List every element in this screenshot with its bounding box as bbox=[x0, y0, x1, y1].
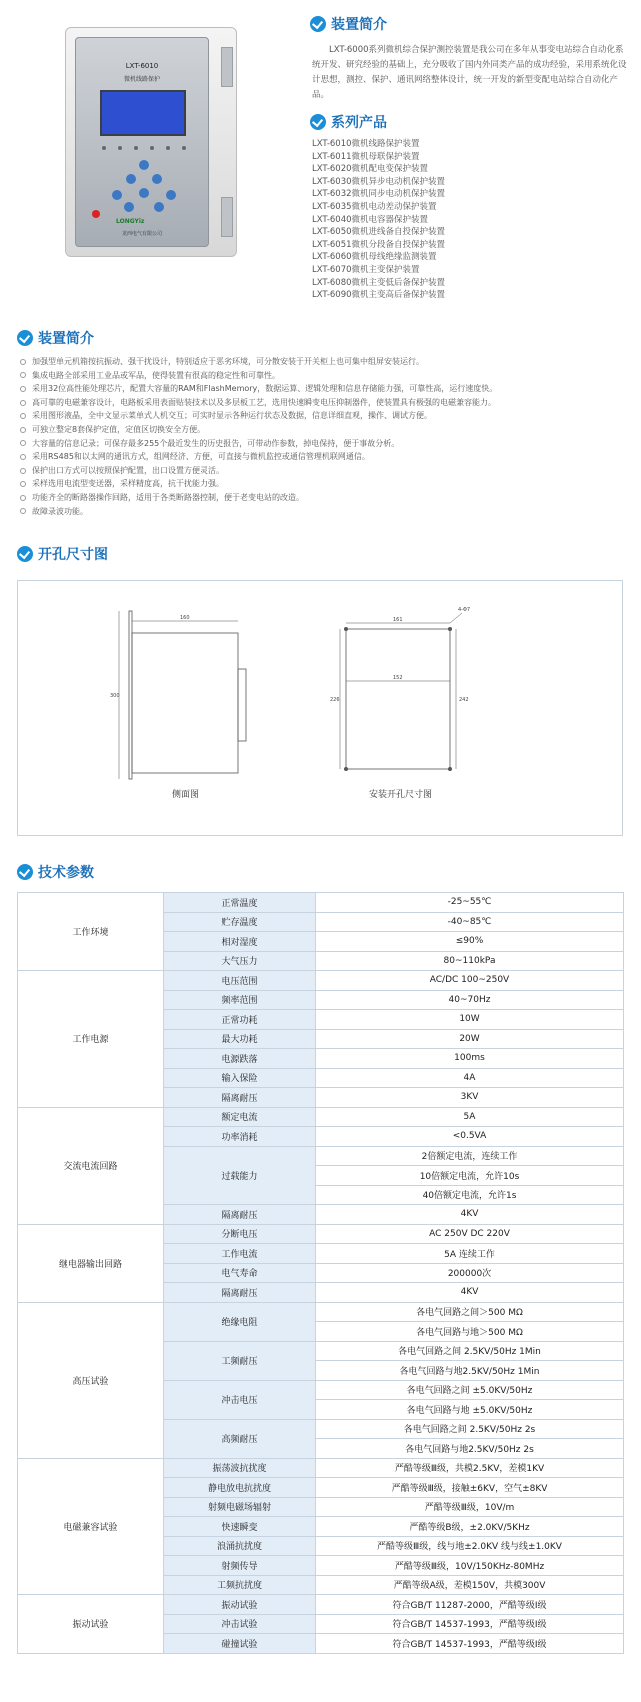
spec-item-label: 相对湿度 bbox=[164, 932, 316, 952]
reset-key-icon bbox=[92, 210, 100, 218]
specs-heading bbox=[17, 862, 94, 882]
spec-item-label: 绝缘电阻 bbox=[164, 1302, 316, 1341]
spec-table-body bbox=[18, 893, 624, 1654]
spec-value: 符合GB/T 14537-1993，严酷等级Ⅰ级 bbox=[316, 1614, 624, 1634]
key-icon bbox=[166, 190, 176, 200]
spec-value: 100ms bbox=[316, 1049, 624, 1069]
list-item: 保护出口方式可以按照保护配置，出口设置方便灵活。 bbox=[20, 464, 630, 478]
bullet-icon bbox=[20, 454, 26, 460]
bullet-icon bbox=[20, 413, 26, 419]
spec-item-label: 射频电磁场辐射 bbox=[164, 1497, 316, 1517]
side-panel-plate bbox=[129, 611, 132, 779]
spec-group-label: 高压试验 bbox=[18, 1302, 164, 1458]
spec-item-label: 冲击试验 bbox=[164, 1614, 316, 1634]
spec-item-label: 振动试验 bbox=[164, 1595, 316, 1615]
table-row bbox=[18, 893, 624, 913]
series-title: 系列产品 bbox=[331, 115, 387, 131]
table-row bbox=[18, 1595, 624, 1615]
bullet-icon bbox=[20, 372, 26, 378]
spec-value: 各电气回路与地 ±5.0KV/50Hz bbox=[316, 1400, 624, 1420]
spec-item-label: 功率消耗 bbox=[164, 1127, 316, 1147]
list-item: LXT-6090微机主变高后备保护装置 bbox=[312, 290, 446, 301]
spec-item-label: 射频传导 bbox=[164, 1556, 316, 1576]
spec-value: ≤90% bbox=[316, 932, 624, 952]
bullet-icon bbox=[20, 440, 26, 446]
spec-value: 严酷等级Ⅲ级，10V/150KHz-80MHz bbox=[316, 1556, 624, 1576]
series-list bbox=[312, 138, 632, 302]
list-item: 采样选用电流型变送器，采样精度高，抗干扰能力强。 bbox=[20, 477, 630, 491]
spec-item-label: 额定电流 bbox=[164, 1107, 316, 1127]
specs-title: 技术参数 bbox=[38, 865, 94, 881]
cutout-heading bbox=[17, 544, 108, 564]
spec-value: 3KV bbox=[316, 1088, 624, 1108]
spec-value: 4KV bbox=[316, 1283, 624, 1303]
spec-item-label: 正常功耗 bbox=[164, 1010, 316, 1030]
install-view-caption: 安装开孔尺寸图 bbox=[369, 790, 433, 800]
dim-side-depth: 160 bbox=[180, 615, 190, 621]
list-item: 高可靠的电磁兼容设计，电路板采用表面贴装技术以及多层板工艺，选用快速瞬变电压抑制器件，使装置具有极强的电磁兼容能力。 bbox=[20, 396, 630, 410]
spec-value: 10W bbox=[316, 1010, 624, 1030]
table-row bbox=[18, 1458, 624, 1478]
table-row bbox=[18, 1302, 624, 1322]
list-item: LXT-6020微机配电变保护装置 bbox=[312, 164, 429, 175]
spec-item-label: 工作电流 bbox=[164, 1244, 316, 1264]
list-item: 集成电路全部采用工业品或军品，使得装置有很高的稳定性和可靠性。 bbox=[20, 369, 630, 383]
spec-value: 各电气回路与地＞500 MΩ bbox=[316, 1322, 624, 1342]
side-body bbox=[132, 633, 238, 773]
intro-paragraph: LXT-6000系列微机综合保护测控装置是我公司在多年从事变电站综合自动化系统开发、研究经验的基础上，充分吸收了国内外同类产品的成功经验，采用系统化设计思想，测控、保护、通讯网络整体设计，统一开发的新型变配电站综合自动化产品。 bbox=[312, 45, 627, 100]
check-shield-icon bbox=[17, 864, 33, 880]
spec-value: 严酷等级Ⅲ级，接触±6KV，空气±8KV bbox=[316, 1478, 624, 1498]
key-icon bbox=[124, 202, 134, 212]
dim-hole: 4-Φ7 bbox=[458, 607, 471, 613]
intro-title: 装置简介 bbox=[331, 17, 387, 33]
spec-item-label: 高频耐压 bbox=[164, 1419, 316, 1458]
device-model: LXT-6010 bbox=[125, 62, 159, 70]
left-key-icon bbox=[126, 174, 136, 184]
features-title: 装置简介 bbox=[38, 331, 94, 347]
spec-value: 严酷等级A级，差模150V，共模300V bbox=[316, 1575, 624, 1595]
table-row bbox=[18, 971, 624, 991]
cutout-drawing bbox=[17, 580, 623, 836]
spec-item-label: 隔离耐压 bbox=[164, 1205, 316, 1225]
list-item: LXT-6070微机主变保护装置 bbox=[312, 264, 420, 275]
bullet-icon bbox=[20, 495, 26, 501]
spec-table bbox=[17, 892, 624, 1654]
spec-item-label: 冲击电压 bbox=[164, 1380, 316, 1419]
dim-side-height: 300 bbox=[110, 693, 120, 699]
spec-group-label: 电磁兼容试验 bbox=[18, 1458, 164, 1595]
list-item: LXT-6011微机母联保护装置 bbox=[312, 151, 420, 162]
spec-value: 符合GB/T 11287-2000，严酷等级Ⅰ级 bbox=[316, 1595, 624, 1615]
spec-group-label: 工作环境 bbox=[18, 893, 164, 971]
spec-value: 80~110kPa bbox=[316, 951, 624, 971]
spec-item-label: 输入保险 bbox=[164, 1068, 316, 1088]
bullet-icon bbox=[20, 386, 26, 392]
list-item: 可独立整定8套保护定值，定值区切换安全方便。 bbox=[20, 423, 630, 437]
bullet-icon bbox=[20, 508, 26, 514]
spec-item-label: 电源跌落 bbox=[164, 1049, 316, 1069]
spec-item-label: 大气压力 bbox=[164, 951, 316, 971]
spec-value: 各电气回路与地2.5KV/50Hz 1Min bbox=[316, 1361, 624, 1381]
spec-value: 严酷等级B级，±2.0KV/5KHz bbox=[316, 1517, 624, 1537]
company-name: 龙西电气有限公司 bbox=[121, 231, 162, 237]
table-row bbox=[18, 1224, 624, 1244]
dim-top-width: 161 bbox=[393, 617, 403, 623]
brand-logo: LONGYiz bbox=[116, 218, 145, 225]
dim-left-height: 226 bbox=[330, 697, 340, 703]
spec-value: 5A bbox=[316, 1107, 624, 1127]
spec-value: -40~85℃ bbox=[316, 912, 624, 932]
list-item: 采用图形液晶，全中文显示菜单式人机交互；可实时显示各种运行状态及数据，信息详细直观，操作、调试方便。 bbox=[20, 409, 630, 423]
spec-item-label: 工频抗扰度 bbox=[164, 1575, 316, 1595]
spec-item-label: 碰撞试验 bbox=[164, 1634, 316, 1654]
dim-inner-width: 152 bbox=[393, 675, 403, 681]
spec-item-label: 分断电压 bbox=[164, 1224, 316, 1244]
right-key-icon bbox=[152, 174, 162, 184]
spec-value: -25~55℃ bbox=[316, 893, 624, 913]
up-key-icon bbox=[139, 160, 149, 170]
key-icon bbox=[112, 190, 122, 200]
spec-group-label: 继电器输出回路 bbox=[18, 1224, 164, 1302]
device-name: 微机线路保护 bbox=[123, 76, 160, 83]
bullet-icon bbox=[20, 400, 26, 406]
bullet-icon bbox=[20, 427, 26, 433]
features-heading bbox=[17, 328, 94, 348]
side-rear-terminal bbox=[238, 669, 246, 741]
spec-value: 4KV bbox=[316, 1205, 624, 1225]
spec-value: 严酷等级Ⅲ级，线与地±2.0KV 线与线±1.0KV bbox=[316, 1536, 624, 1556]
list-item: 加强型单元机箱按抗振动、强干扰设计，特别适应于恶劣环境，可分散安装于开关柜上也可集中组屏安装运行。 bbox=[20, 355, 630, 369]
spec-value: 40倍额定电流，允许1s bbox=[316, 1185, 624, 1205]
spec-value: 10倍额定电流，允许10s bbox=[316, 1166, 624, 1186]
bullet-icon bbox=[20, 481, 26, 487]
list-item: LXT-6010微机线路保护装置 bbox=[312, 139, 420, 149]
mount-hole-icon bbox=[344, 767, 348, 771]
spec-item-label: 正常温度 bbox=[164, 893, 316, 913]
spec-item-label: 隔离耐压 bbox=[164, 1088, 316, 1108]
list-item: 功能齐全的断路器操作回路，适用于各类断路器控制，便于老变电站的改造。 bbox=[20, 491, 630, 505]
spec-value: 各电气回路与地2.5KV/50Hz 2s bbox=[316, 1439, 624, 1459]
mount-hole-icon bbox=[448, 767, 452, 771]
spec-value: AC/DC 100~250V bbox=[316, 971, 624, 991]
spec-item-label: 电气寿命 bbox=[164, 1263, 316, 1283]
list-item: LXT-6032微机同步电动机保护装置 bbox=[312, 189, 446, 200]
spec-value: 严酷等级Ⅲ级，共模2.5KV，差模1KV bbox=[316, 1458, 624, 1478]
list-item: LXT-6080微机主变低后备保护装置 bbox=[312, 277, 446, 288]
spec-value: 200000次 bbox=[316, 1263, 624, 1283]
lcd-screen bbox=[100, 90, 186, 136]
spec-value: 4A bbox=[316, 1068, 624, 1088]
spec-item-label: 电压范围 bbox=[164, 971, 316, 991]
led-row bbox=[102, 146, 186, 150]
check-shield-icon bbox=[17, 330, 33, 346]
bullet-icon bbox=[20, 468, 26, 474]
spec-value: 40~70Hz bbox=[316, 990, 624, 1010]
feature-list bbox=[20, 355, 630, 518]
spec-item-label: 快速瞬变 bbox=[164, 1517, 316, 1537]
list-item: LXT-6030微机异步电动机保护装置 bbox=[312, 176, 446, 187]
spec-item-label: 振荡波抗扰度 bbox=[164, 1458, 316, 1478]
list-item: LXT-6040微机电容器保护装置 bbox=[312, 214, 429, 225]
spec-item-label: 过载能力 bbox=[164, 1146, 316, 1205]
spec-item-label: 最大功耗 bbox=[164, 1029, 316, 1049]
check-shield-icon bbox=[310, 114, 326, 130]
keypad bbox=[104, 160, 184, 220]
down-key-icon bbox=[139, 188, 149, 198]
list-item: LXT-6050微机进线备自投保护装置 bbox=[312, 227, 446, 238]
cutout-title: 开孔尺寸图 bbox=[38, 547, 108, 563]
spec-value: 5A 连续工作 bbox=[316, 1244, 624, 1264]
side-view-caption: 侧面图 bbox=[172, 790, 200, 800]
list-item: 采用RS485和以太网的通讯方式，组网经济、方便，可直接与微机监控或通信管理机联网通信。 bbox=[20, 450, 630, 464]
spec-value: 各电气回路之间 2.5KV/50Hz 2s bbox=[316, 1419, 624, 1439]
spec-item-label: 浪涌抗扰度 bbox=[164, 1536, 316, 1556]
check-shield-icon bbox=[17, 546, 33, 562]
list-item: 大容量的信息记录；可保存最多255个最近发生的历史报告，可带动作参数，掉电保持，便于事故分析。 bbox=[20, 437, 630, 451]
dimension-drawing bbox=[18, 581, 624, 837]
bullet-icon bbox=[20, 359, 26, 365]
list-item: LXT-6051微机分段备自投保护装置 bbox=[312, 239, 446, 250]
spec-value: AC 250V DC 220V bbox=[316, 1224, 624, 1244]
intro-heading bbox=[310, 14, 387, 34]
dim-right-height: 242 bbox=[459, 697, 469, 703]
check-shield-icon bbox=[310, 16, 326, 32]
mount-hole-icon bbox=[448, 627, 452, 631]
mount-hole-icon bbox=[344, 627, 348, 631]
spec-value: 严酷等级Ⅲ级，10V/m bbox=[316, 1497, 624, 1517]
spec-item-label: 静电放电抗扰度 bbox=[164, 1478, 316, 1498]
cutout-outline bbox=[346, 629, 450, 769]
list-item: LXT-6060微机母线绝缘监测装置 bbox=[312, 252, 437, 263]
spec-item-label: 贮存温度 bbox=[164, 912, 316, 932]
spec-value: 各电气回路之间 ±5.0KV/50Hz bbox=[316, 1380, 624, 1400]
product-image bbox=[65, 27, 237, 257]
spec-value: 各电气回路之间＞500 MΩ bbox=[316, 1302, 624, 1322]
list-item: 采用32位高性能处理芯片，配置大容量的RAM和FlashMemory，数据运算、逻辑处理和信息存储能力强，可靠性高，运行速度快。 bbox=[20, 382, 630, 396]
list-item: 故障录波功能。 bbox=[20, 505, 630, 519]
mount-clip bbox=[221, 47, 233, 87]
series-heading bbox=[310, 112, 387, 132]
list-item: LXT-6035微机电动差动保护装置 bbox=[312, 201, 437, 212]
spec-item-label: 工频耐压 bbox=[164, 1341, 316, 1380]
spec-value: <0.5VA bbox=[316, 1127, 624, 1147]
spec-value: 符合GB/T 14537-1993，严酷等级Ⅰ级 bbox=[316, 1634, 624, 1654]
spec-value: 2倍额定电流，连续工作 bbox=[316, 1146, 624, 1166]
spec-item-label: 隔离耐压 bbox=[164, 1283, 316, 1303]
mount-clip bbox=[221, 197, 233, 237]
spec-value: 各电气回路之间 2.5KV/50Hz 1Min bbox=[316, 1341, 624, 1361]
spec-group-label: 振动试验 bbox=[18, 1595, 164, 1654]
spec-group-label: 交流电流回路 bbox=[18, 1107, 164, 1224]
key-icon bbox=[154, 202, 164, 212]
spec-group-label: 工作电源 bbox=[18, 971, 164, 1108]
spec-item-label: 频率范围 bbox=[164, 990, 316, 1010]
spec-value: 20W bbox=[316, 1029, 624, 1049]
table-row bbox=[18, 1107, 624, 1127]
device-front-panel bbox=[75, 37, 209, 247]
